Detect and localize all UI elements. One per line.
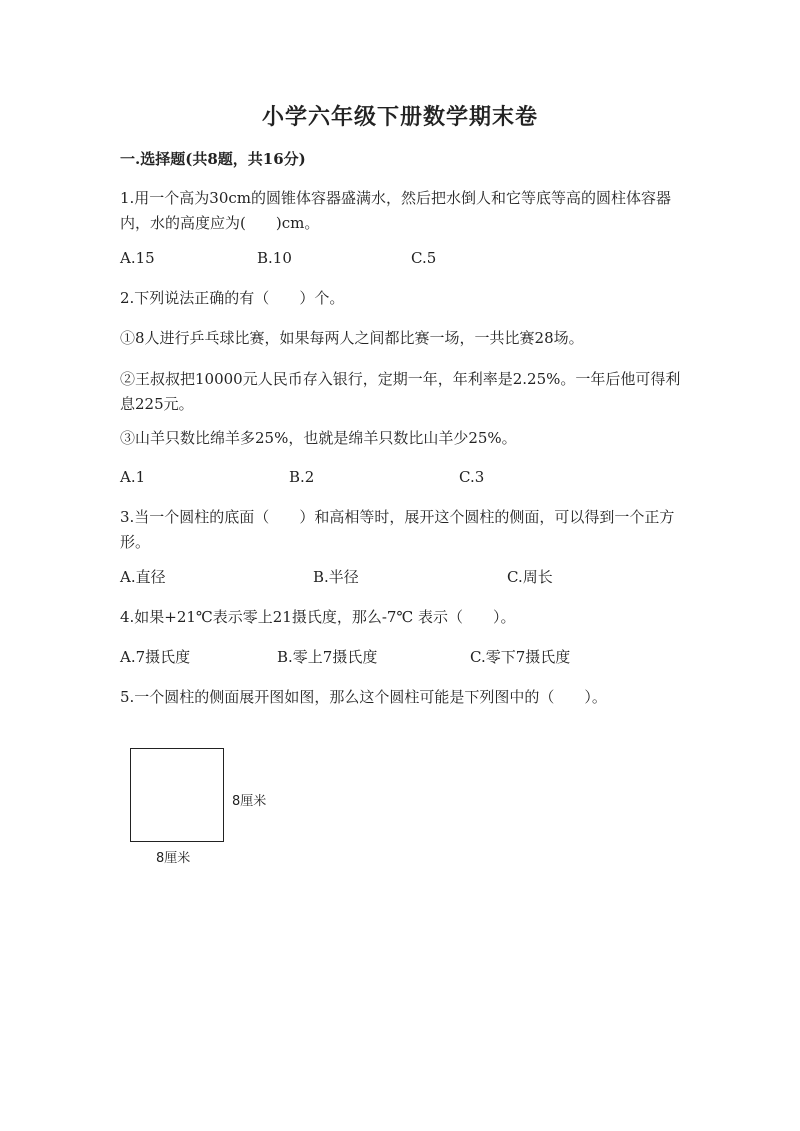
section-heading: 一.选择题(共8题，共16分)	[120, 150, 306, 168]
question-3-option-a: A.直径	[120, 568, 166, 586]
unfolded-side-square	[130, 748, 224, 842]
question-5-text: 5.一个圆柱的侧面展开图如图，那么这个圆柱可能是下列图中的（ ）。	[120, 688, 607, 706]
question-1-options	[120, 246, 720, 271]
question-2-options	[120, 465, 720, 490]
page-title: 小学六年级下册数学期末卷	[261, 104, 538, 130]
question-2-statement-1: ①8人进行乒乓球比赛，如果每两人之间都比赛一场，一共比赛28场。	[120, 329, 584, 347]
question-2-statement-3: ③山羊只数比绵羊多25%，也就是绵羊只数比山羊少25%。	[120, 429, 517, 447]
question-1-text: 1.用一个高为30cm的圆锥体容器盛满水，然后把水倒人和它等底等高的圆柱体容器内，水的高度应为( )cm。	[120, 189, 672, 232]
question-2-statement-2: ②王叔叔把10000元人民币存入银行，定期一年，年利率是2.25%。一年后他可得利息225元。	[120, 370, 681, 413]
question-2-option-c: C.3	[459, 468, 485, 486]
side-length-label: 8厘米	[232, 794, 267, 809]
question-1-option-b: B.10	[257, 249, 292, 267]
question-3-text: 3.当一个圆柱的底面（ ）和高相等时，展开这个圆柱的侧面，可以得到一个正方形。	[120, 508, 675, 551]
question-4-option-b: B.零上7摄氏度	[277, 648, 378, 666]
question-3-option-c: C.周长	[507, 568, 553, 586]
question-3-option-b: B.半径	[313, 568, 359, 586]
question-1-option-c: C.5	[411, 249, 437, 267]
cylinder-net-figure	[120, 740, 320, 870]
question-4-option-a: A.7摄氏度	[120, 648, 191, 666]
question-2-option-a: A.1	[120, 468, 146, 486]
question-4-option-c: C.零下7摄氏度	[470, 648, 571, 666]
question-3-options	[120, 565, 720, 590]
question-2-text: 2.下列说法正确的有（ ）个。	[120, 289, 345, 307]
bottom-length-label: 8厘米	[156, 851, 191, 866]
question-1-option-a: A.15	[120, 249, 155, 267]
question-2-option-b: B.2	[289, 468, 315, 486]
question-4-options	[120, 645, 720, 670]
question-4-text: 4.如果+21℃表示零上21摄氏度，那么-7℃ 表示（ ）。	[120, 608, 516, 626]
